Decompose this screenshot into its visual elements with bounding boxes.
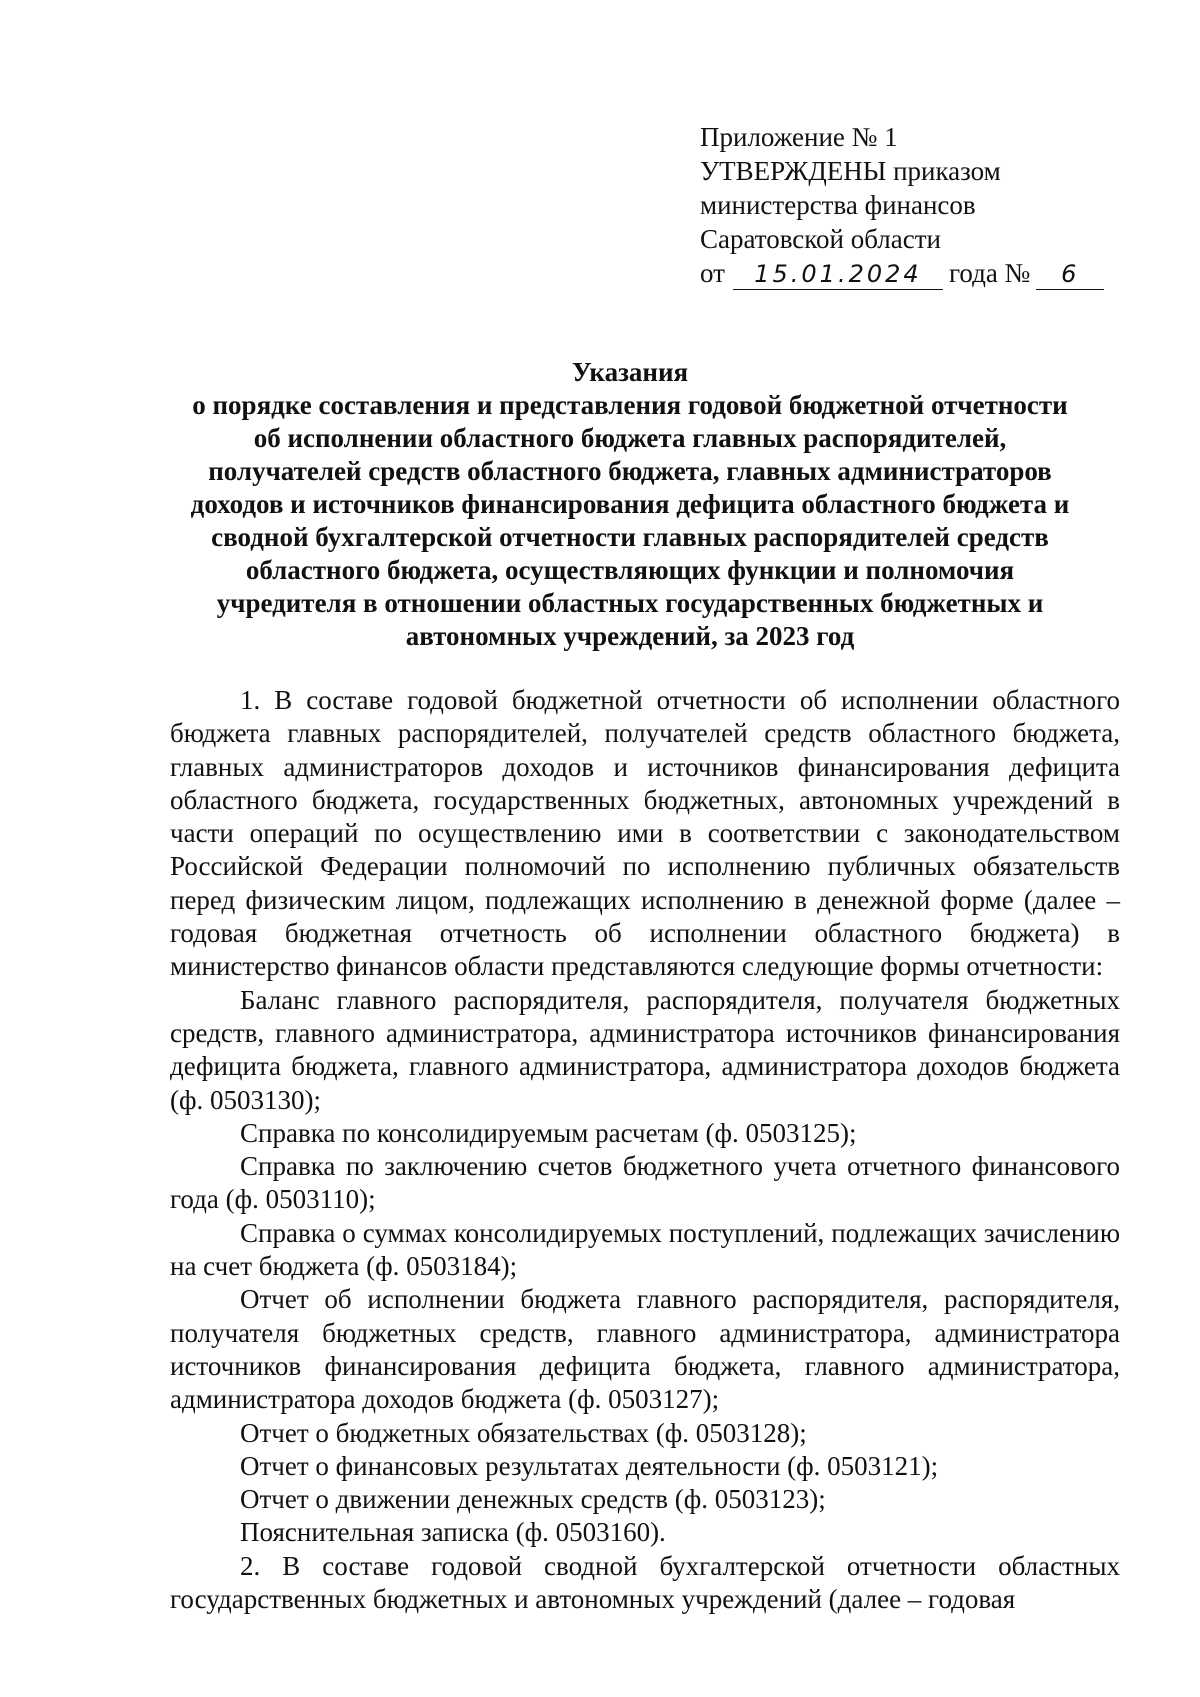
paragraph: Отчет о бюджетных обязательствах (ф. 0503128); [240,1417,807,1448]
title-line: получателей средств областного бюджета, главных администраторов [208,456,1052,486]
title-line: об исполнении областного бюджета главных распорядителей, [253,423,1007,453]
paragraph: Справка о суммах консолидируемых поступлений, подлежащих зачислению на счет бюджета (ф. 0503184); [170,1217,1120,1282]
title-line: о порядке составления и представления годовой бюджетной отчетности [192,390,1068,420]
title-line: доходов и источников финансирования дефицита областного бюджета и [190,489,1070,519]
title-line: сводной бухгалтерской отчетности главных распорядителей средств [211,522,1049,552]
paragraph: 1. В составе годовой бюджетной отчетности об исполнении областного бюджета главных распорядителей, получателей средств областного бюджета, главных администраторов доходов и источников финансирования дефицита областного бюджета, государственных бюджетных, автономных учреждений в части операций по осуществлению ими в соответствии с законодательством Российской Федерации полномочий по исполнению публичных обязательств перед физическим лицом, подлежащих исполнению в денежной форме (далее – годовая бюджетная отчетность об исполнении областного бюджета) в министерство финансов области представляются следующие формы отчетности: [170,685,1120,982]
title-line: автономных учреждений, за 2023 год [405,621,855,651]
appendix-number: Приложение № 1 [700,122,898,152]
document-title [160,356,1100,653]
paragraph: Справка по консолидируемым расчетам (ф. 0503125); [240,1117,857,1148]
paragraph: Справка по заключению счетов бюджетного учета отчетного финансового года (ф. 0503110); [170,1151,1120,1215]
paragraph: Пояснительная записка (ф. 0503160). [240,1517,666,1548]
approval-block [700,120,1120,290]
handwritten-date: 15.01.2024 [733,259,943,290]
ministry-name: министерства финансов [700,190,976,220]
document-body [170,684,1120,1616]
paragraph: Отчет о движении денежных средств (ф. 0503123); [240,1484,826,1515]
title-line: областного бюджета, осуществляющих функции и полномочия [245,555,1015,585]
title-line: учредителя в отношении областных государственных бюджетных и [216,588,1044,618]
title-heading: Указания [571,357,689,387]
paragraph: 2. В составе годовой сводной бухгалтерской отчетности областных государственных бюджетных и автономных учреждений (далее – годовая [170,1550,1120,1615]
paragraph: Отчет о финансовых результатах деятельности (ф. 0503121); [240,1450,939,1481]
from-prefix: от [700,258,725,288]
approved-by-order: УТВЕРЖДЕНЫ приказом [700,156,1001,186]
region-name: Саратовской области [700,224,941,254]
year-number-label: года № [948,258,1031,288]
order-date-line [700,256,1120,290]
paragraph: Баланс главного распорядителя, распорядителя, получателя бюджетных средств, главного администратора, администратора источников финансирования дефицита бюджета, главного администратора, администратора доходов бюджета (ф. 0503130); [170,984,1120,1115]
paragraph: Отчет об исполнении бюджета главного распорядителя, распорядителя, получателя бюджетных средств, главного администратора, администратора источников финансирования дефицита бюджета, главного администратора, администратора доходов бюджета (ф. 0503127); [170,1284,1120,1415]
handwritten-order-number: 6 [1036,259,1104,290]
